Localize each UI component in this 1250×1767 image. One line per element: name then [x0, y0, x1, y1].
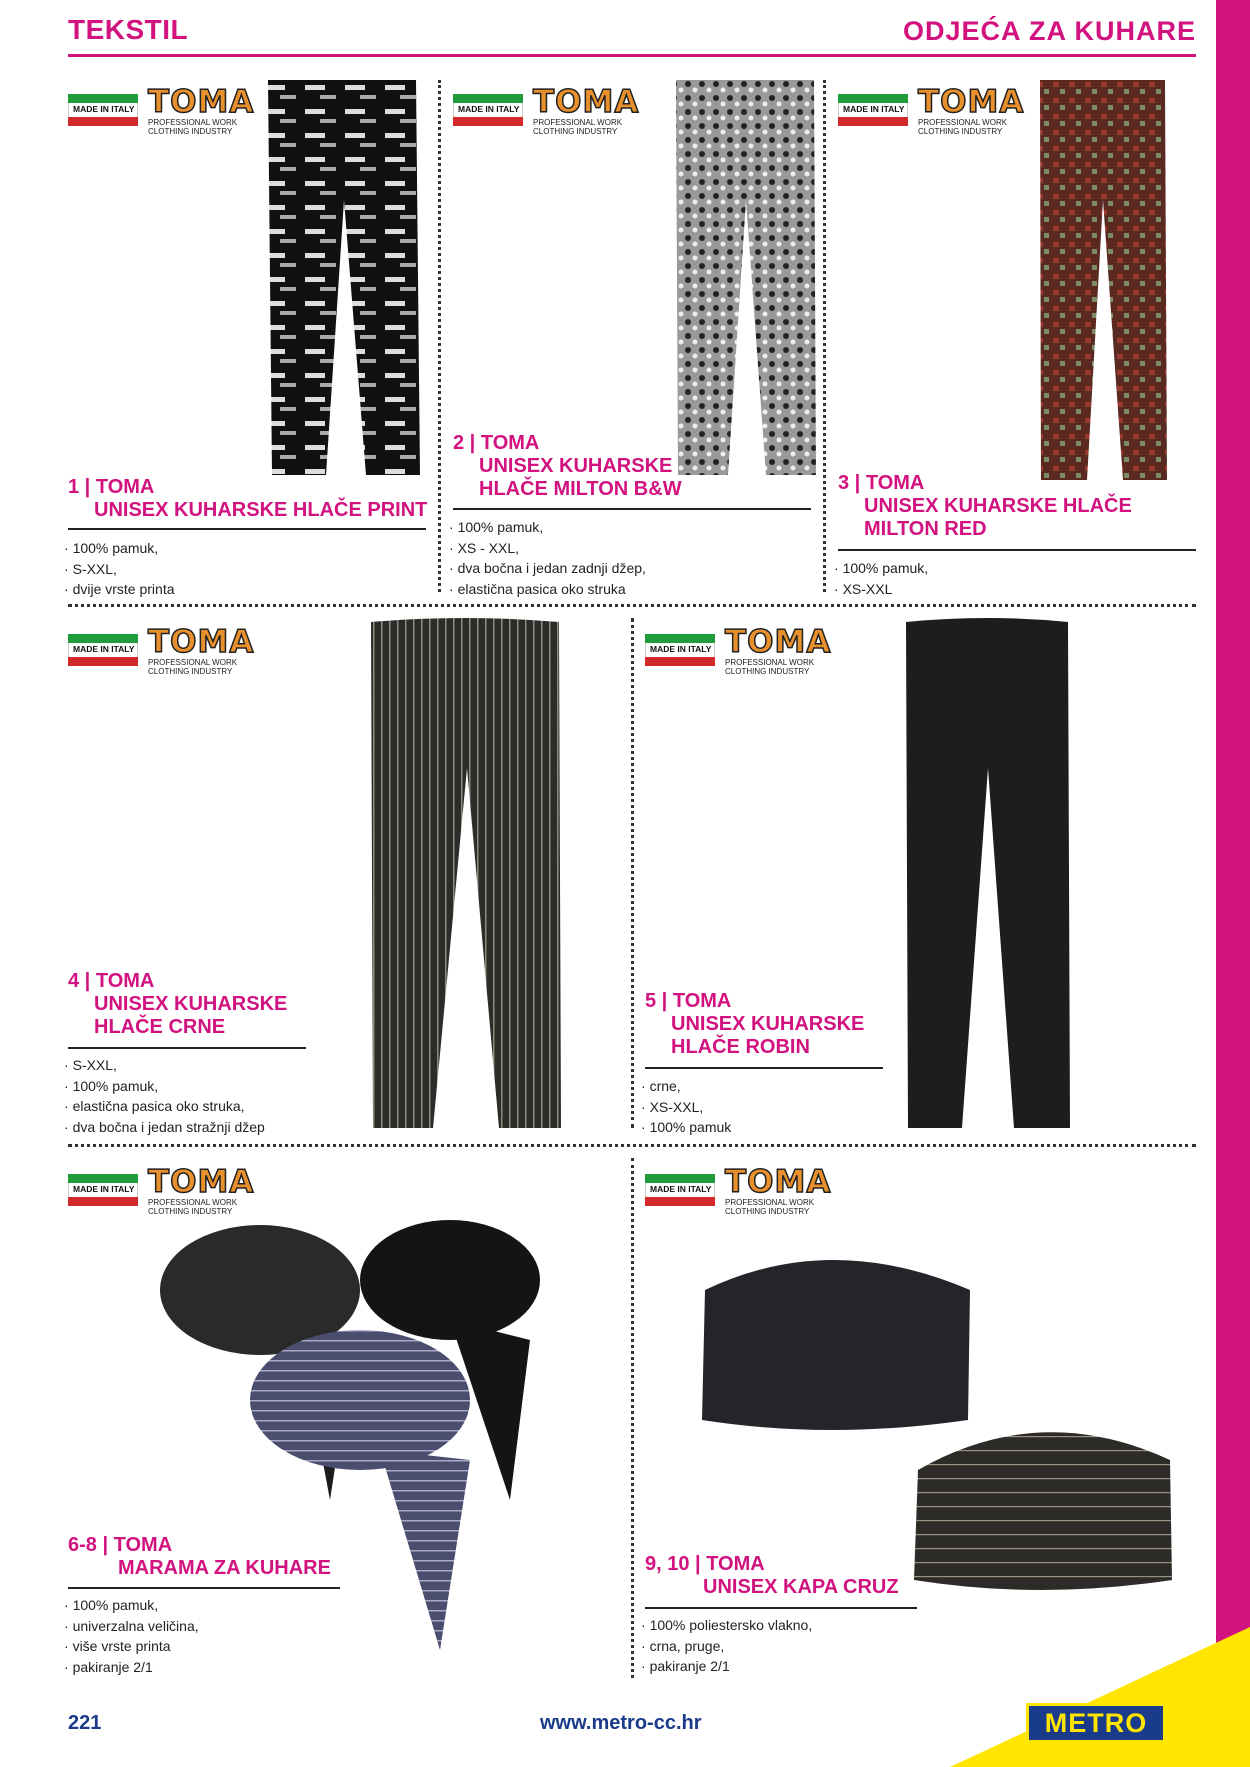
- divider: [631, 618, 634, 1128]
- spec-list: · 100% pamuk, · XS - XXL, · dva bočna i jedan zadnji džep, · elastična pasica oko struka: [449, 517, 646, 599]
- yellow-corner-decoration: [950, 1627, 1250, 1767]
- title-rule: [645, 1607, 917, 1609]
- product-title: 3 | TOMA UNISEX KUHARSKE HLAČE MILTON RED: [838, 472, 1132, 540]
- italy-flag-icon: MADE IN ITALY: [68, 1174, 138, 1206]
- italy-flag-icon: MADE IN ITALY: [645, 634, 715, 666]
- title-rule: [68, 528, 426, 530]
- header-rule: [68, 54, 1196, 57]
- italy-flag-icon: MADE IN ITALY: [645, 1174, 715, 1206]
- toma-logo: MADE IN ITALY TOMA PROFESSIONAL WORK CLOTHING INDUSTRY: [453, 84, 633, 138]
- italy-flag-icon: MADE IN ITALY: [68, 94, 138, 126]
- metro-logo: METRO: [1026, 1703, 1166, 1743]
- toma-logo: MADE IN ITALY TOMA PROFESSIONAL WORK CLOTHING INDUSTRY: [645, 1164, 825, 1218]
- robin-pants-image: [900, 618, 1075, 1133]
- spec-list: · crne, · XS-XXL, · 100% pamuk: [641, 1076, 731, 1138]
- divider: [823, 80, 826, 592]
- black-pants-image: [365, 618, 565, 1133]
- bandana-image: [150, 1220, 560, 1660]
- spec-list: · S-XXL, · 100% pamuk, · elastična pasica oko struka, · dva bočna i jedan stražnji džep: [64, 1055, 265, 1137]
- title-rule: [645, 1067, 883, 1069]
- toma-logo: MADE IN ITALY TOMA PROFESSIONAL WORK CLOTHING INDUSTRY: [838, 84, 1018, 138]
- product-title: 4 | TOMA UNISEX KUHARSKE HLAČE CRNE: [68, 970, 288, 1038]
- italy-flag-icon: MADE IN ITALY: [68, 634, 138, 666]
- cap-image: [700, 1240, 1175, 1600]
- toma-logo: MADE IN ITALY TOMA PROFESSIONAL WORK CLOTHING INDUSTRY: [68, 84, 248, 138]
- divider: [631, 1158, 634, 1678]
- title-rule: [68, 1047, 306, 1049]
- spec-list: · 100% pamuk, · XS-XXL: [834, 558, 928, 599]
- product-title: 9, 10 | TOMA UNISEX KAPA CRUZ: [645, 1553, 899, 1598]
- product-title: 6-8 | TOMA MARAMA ZA KUHARE: [68, 1534, 331, 1579]
- category-title: ODJEĆA ZA KUHARE: [902, 16, 1196, 46]
- product-title: 2 | TOMA UNISEX KUHARSKE HLAČE MILTON B&W: [453, 432, 682, 500]
- spec-list: · 100% poliestersko vlakno, · crna, pruge, · pakiranje 2/1: [641, 1615, 812, 1677]
- italy-flag-icon: MADE IN ITALY: [838, 94, 908, 126]
- spec-list: · 100% pamuk, · S-XXL, · dvije vrste printa: [64, 538, 175, 600]
- product-title: 5 | TOMA UNISEX KUHARSKE HLAČE ROBIN: [645, 990, 865, 1058]
- divider: [68, 604, 1196, 607]
- title-rule: [453, 508, 811, 510]
- divider: [68, 1144, 1196, 1147]
- toma-logo: MADE IN ITALY TOMA PROFESSIONAL WORK CLOTHING INDUSTRY: [68, 624, 248, 678]
- bw-pants-image: [670, 80, 820, 480]
- italy-flag-icon: MADE IN ITALY: [453, 94, 523, 126]
- print-pants-image: [262, 80, 422, 480]
- product-title: 1 | TOMA UNISEX KUHARSKE HLAČE PRINT: [68, 476, 428, 521]
- toma-logo: MADE IN ITALY TOMA PROFESSIONAL WORK CLOTHING INDUSTRY: [645, 624, 825, 678]
- title-rule: [838, 549, 1196, 551]
- website-link[interactable]: www.metro-cc.hr: [540, 1712, 702, 1734]
- title-rule: [68, 1587, 340, 1589]
- side-color-bar: [1216, 0, 1250, 1767]
- spec-list: · 100% pamuk, · univerzalna veličina, · više vrste printa · pakiranje 2/1: [64, 1595, 199, 1677]
- section-title: TEKSTIL: [68, 14, 189, 45]
- page-number: 221: [68, 1712, 102, 1734]
- red-pants-image: [1035, 80, 1170, 485]
- divider: [438, 80, 441, 592]
- toma-logo: MADE IN ITALY TOMA PROFESSIONAL WORK CLOTHING INDUSTRY: [68, 1164, 248, 1218]
